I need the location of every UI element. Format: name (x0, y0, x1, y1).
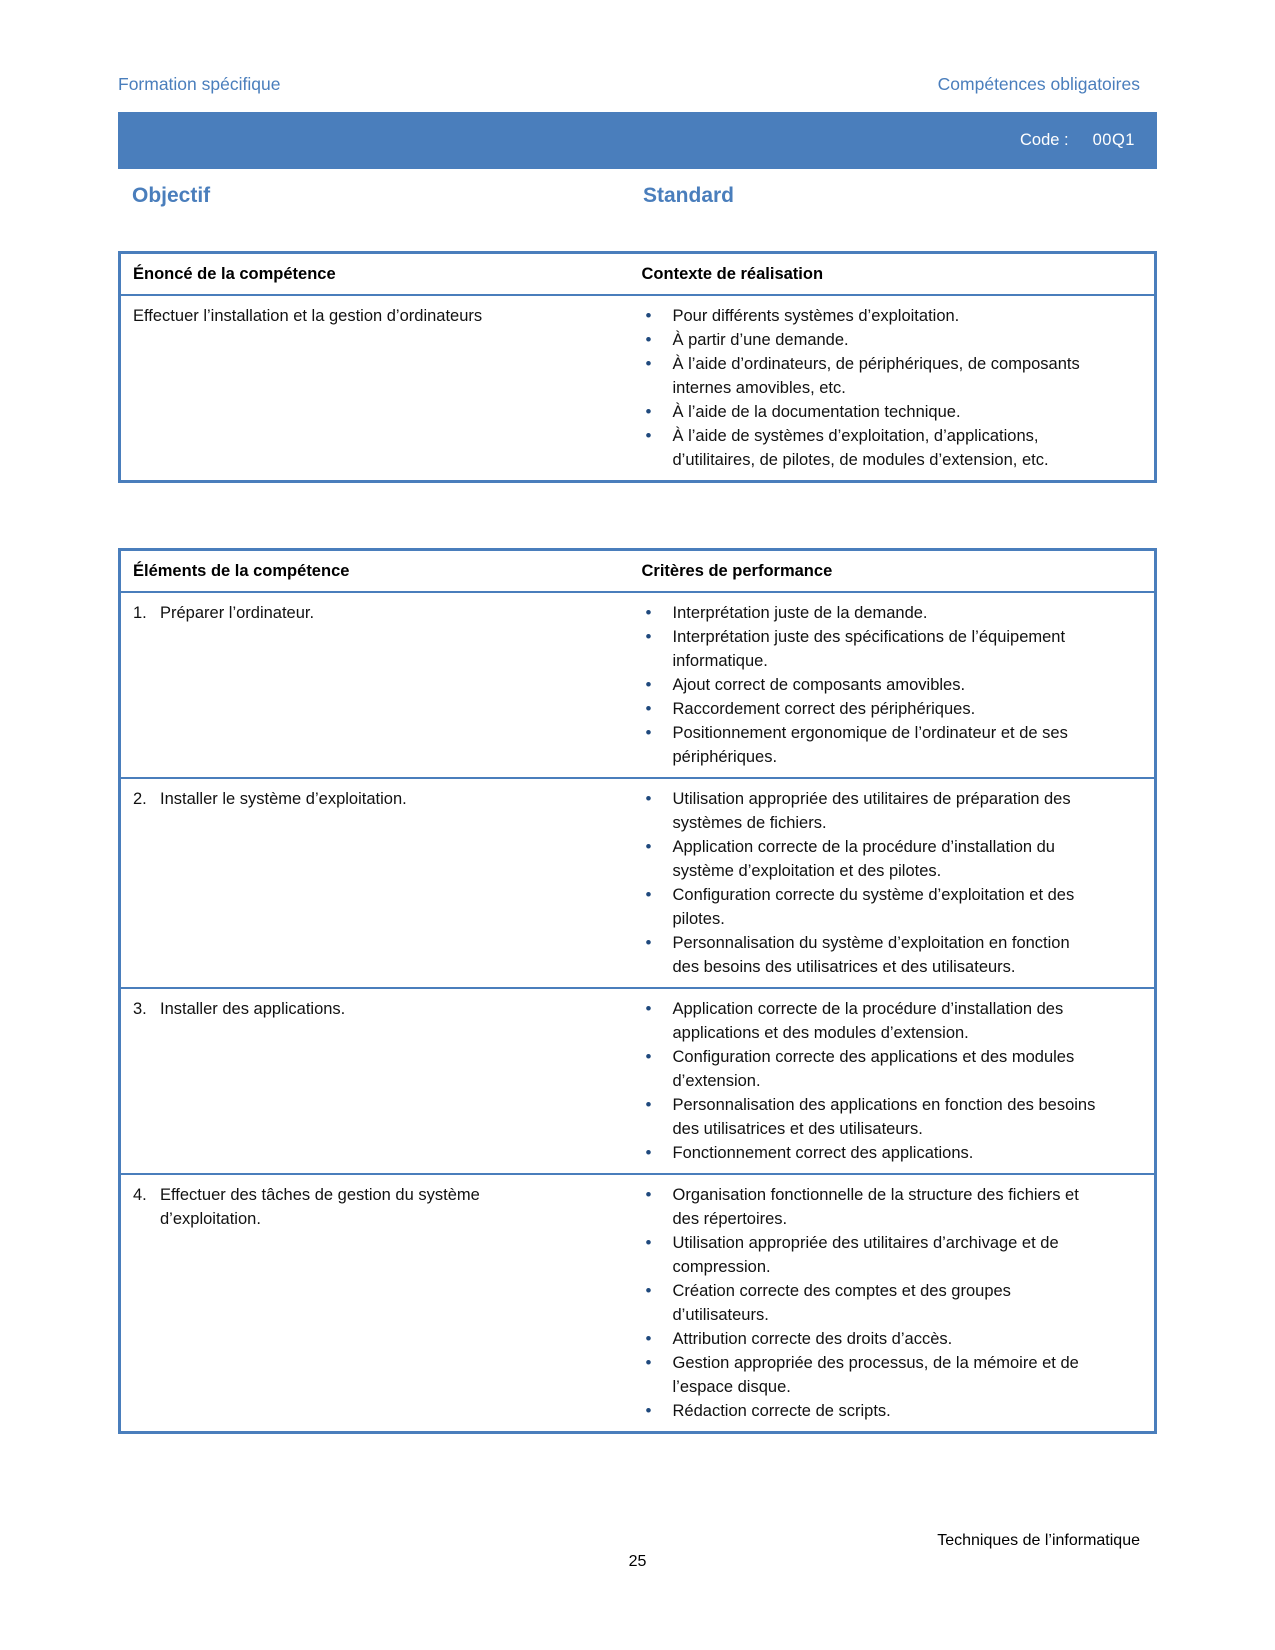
table-row (120, 592, 1156, 778)
element-item (133, 1183, 574, 1231)
element-number: 3. (133, 1000, 147, 1018)
objectif-title: Objectif (132, 184, 211, 207)
context-bullet: • À l’aide de systèmes d’exploitation, d’applications, d’utilitaires, de pilotes, de modules d’extension, etc. (642, 424, 1100, 472)
running-header (118, 74, 1157, 95)
criterion-item: • Gestion appropriée des processus, de la mémoire et de l’espace disque. (642, 1351, 1100, 1399)
element-text: Installer le système d’exploitation. (160, 790, 407, 808)
criterion-item: • Utilisation appropriée des utilitaires de préparation des systèmes de fichiers. (642, 787, 1100, 835)
code-value: 00Q1 (1092, 131, 1135, 149)
element-item (133, 997, 574, 1021)
criteria-list (642, 601, 1100, 769)
criterion-item: • Fonctionnement correct des applications. (642, 1141, 1100, 1165)
element-text: Installer des applications. (160, 1000, 346, 1018)
criterion-item: • Application correcte de la procédure d’installation du système d’exploitation et des pilotes. (642, 835, 1100, 883)
t2-col2-header: Critères de performance (641, 562, 833, 580)
criterion-item: • Organisation fonctionnelle de la structure des fichiers et des répertoires. (642, 1183, 1100, 1231)
standard-title: Standard (643, 184, 735, 207)
table-header-row (120, 253, 1156, 296)
criterion-item: • Création correcte des comptes et des groupes d’utilisateurs. (642, 1279, 1100, 1327)
criterion-item: • Interprétation juste de la demande. (642, 601, 1100, 625)
criterion-item: • Positionnement ergonomique de l’ordinateur et de ses périphériques. (642, 721, 1100, 769)
t1-col2-header: Contexte de réalisation (641, 265, 824, 283)
header-left-label: Formation spécifique (118, 74, 281, 94)
context-bullet: • À l’aide d’ordinateurs, de périphériques, de composants internes amovibles, etc. (642, 352, 1100, 400)
element-number: 4. (133, 1186, 147, 1204)
criterion-item: • Attribution correcte des droits d’accès. (642, 1327, 1100, 1351)
criterion-item: • Personnalisation des applications en fonction des besoins des utilisatrices et des utilisateurs. (642, 1093, 1100, 1141)
criterion-item: • Configuration correcte du système d’exploitation et des pilotes. (642, 883, 1100, 931)
criterion-item: • Raccordement correct des périphériques. (642, 697, 1100, 721)
element-text: Préparer l’ordinateur. (160, 604, 315, 622)
context-bullet: • À l’aide de la documentation technique. (642, 400, 1100, 424)
criterion-item: • Ajout correct de composants amovibles. (642, 673, 1100, 697)
criteria-list (642, 787, 1100, 979)
table-row (120, 295, 1156, 482)
table-row (120, 778, 1156, 988)
table-header-row (120, 550, 1156, 593)
criteria-list (642, 997, 1100, 1165)
context-bullet: • À partir d’une demande. (642, 328, 1100, 352)
t2-col1-header: Éléments de la compétence (133, 562, 350, 580)
table-row (120, 988, 1156, 1174)
competence-statement-table (118, 251, 1157, 483)
context-bullet-list (642, 304, 1100, 472)
competence-statement: Effectuer l’installation et la gestion d’ordinateurs (133, 307, 483, 325)
code-bar (118, 112, 1157, 169)
element-item (133, 787, 574, 811)
element-number: 1. (133, 604, 147, 622)
code-label: Code : (1020, 131, 1069, 149)
element-text: Effectuer des tâches de gestion du système d’exploitation. (160, 1186, 480, 1228)
criterion-item: • Personnalisation du système d’exploitation en fonction des besoins des utilisatrices et des utilisateurs. (642, 931, 1100, 979)
elements-criteria-body (120, 592, 1156, 1433)
element-item (133, 601, 574, 625)
section-titles (118, 184, 1157, 214)
page-number: 25 (628, 1553, 647, 1570)
elements-criteria-table (118, 548, 1157, 1434)
footer-label: Techniques de l’informatique (937, 1532, 1140, 1549)
context-bullet: • Pour différents systèmes d’exploitation. (642, 304, 1100, 328)
criteria-list (642, 1183, 1100, 1423)
criterion-item: • Interprétation juste des spécifications de l’équipement informatique. (642, 625, 1100, 673)
element-number: 2. (133, 790, 147, 808)
criterion-item: • Application correcte de la procédure d’installation des applications et des modules d’extension. (642, 997, 1100, 1045)
criterion-item: • Rédaction correcte de scripts. (642, 1399, 1100, 1423)
t1-col1-header: Énoncé de la compétence (133, 265, 336, 283)
criterion-item: • Configuration correcte des applications et des modules d’extension. (642, 1045, 1100, 1093)
table-row (120, 1174, 1156, 1433)
header-right-label: Compétences obligatoires (937, 74, 1140, 94)
criterion-item: • Utilisation appropriée des utilitaires d’archivage et de compression. (642, 1231, 1100, 1279)
